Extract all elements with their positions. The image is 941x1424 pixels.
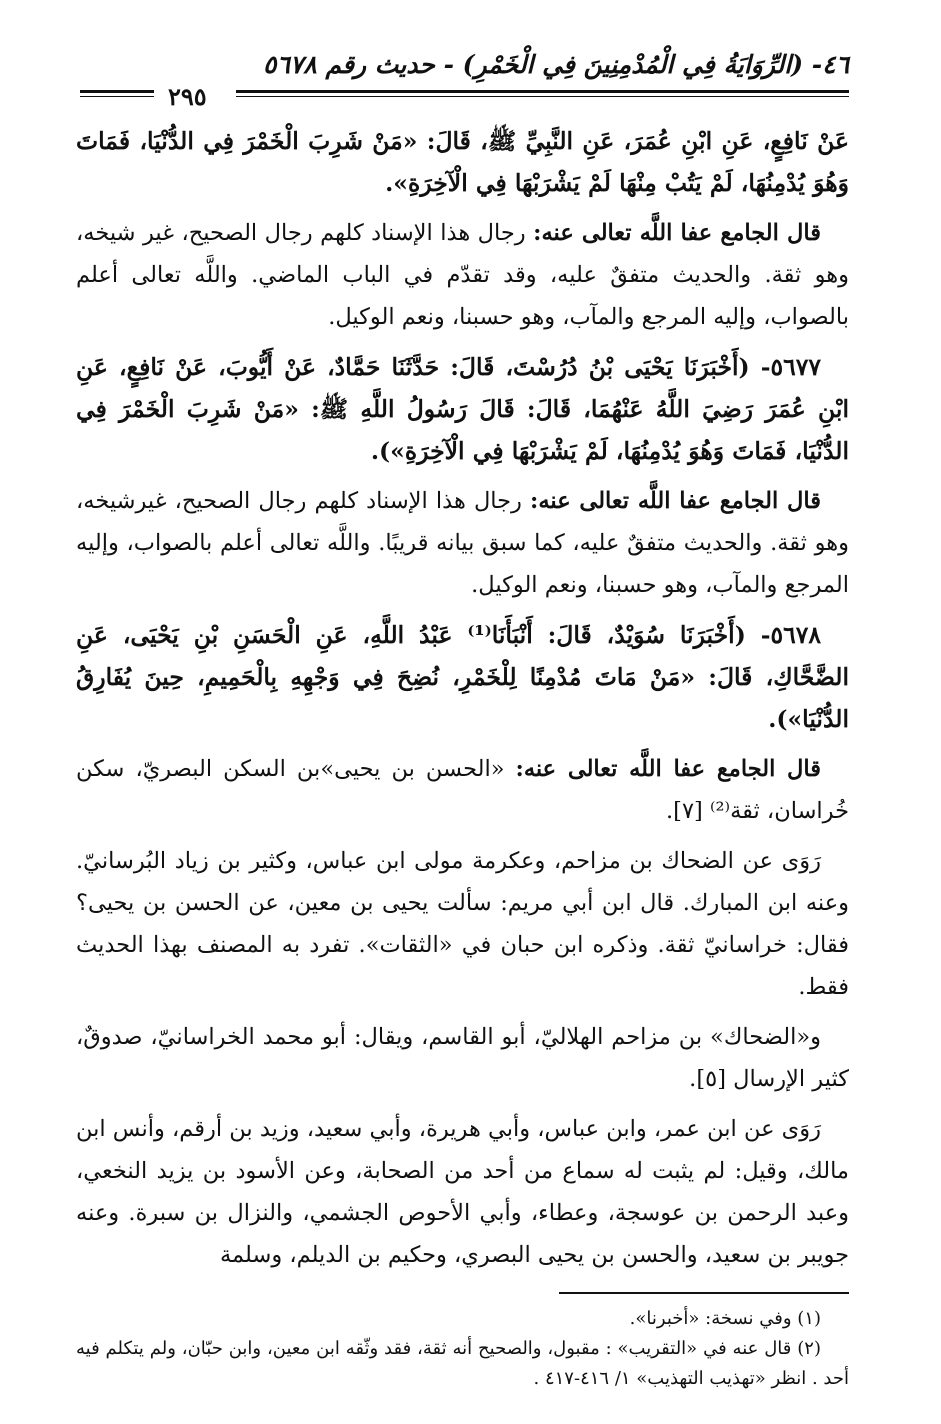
- page-number: ٢٩٥: [168, 82, 207, 111]
- compiler-label: قال الجامع عفا اللَّه تعالى عنه:: [515, 756, 822, 782]
- paragraph-hadith-continuation: عَنْ نَافِعٍ، عَنِ ابْنِ عُمَرَ، عَنِ النَّبِيِّ ﷺ، قَالَ: «مَنْ شَرِبَ الْخَمْرَ فِي الدُّنْيَا، فَمَاتَ وَهُوَ يُدْمِنُهَا، لَمْ يَتُبْ مِنْهَا لَمْ يَشْرَبْهَا فِي الْآخِرَةِ».: [76, 127, 849, 197]
- compiler-label: قال الجامع عفا اللَّه تعالى عنه:: [533, 220, 821, 246]
- paragraph-narrator-bio: و«الضحاك» بن مزاحم الهلاليّ، أبو القاسم، ويقال: أبو محمد الخراسانيّ، صدوقٌ، كثير الإرسال [٥].: [76, 1024, 849, 1092]
- hadith-5677: ٥٦٧٧- (أَخْبَرَنَا يَحْيَى بْنُ دُرُسْتَ، قَالَ: حَدَّثَنَا حَمَّادٌ، عَنْ أَيُّوبَ، عَنْ نَافِعٍ، عَنِ ابْنِ عُمَرَ رَضِيَ اللَّهُ عَنْهُمَا، قَالَ: قَالَ رَسُولُ اللَّهِ ﷺ: «مَنْ شَرِبَ الْخَمْرَ فِي الدُّنْيَا، فَمَاتَ وَهُوَ يُدْمِنُهَا، لَمْ يَشْرَبْهَا فِي الْآخِرَةِ»).: [76, 353, 849, 465]
- paragraph-narrator-bio: رَوَى عن ابن عمر، وابن عباس، وأبي هريرة، وأبي سعيد، وزيد بن أرقم، وأنس ابن مالك، وقيل: لم يثبت له سماع من أحد من الصحابة، وعن الأسود بن يزيد النخعي، وعبد الرحمن بن عوسجة، وعطاء، وأبي الأحوص الجشمي، والنزال بن سبرة. وعنه جويبر بن سعيد، والحسن بن يحيى البصري، وحكيم بن الديلم، وسلمة: [76, 1116, 849, 1268]
- hadith-5678: ٥٦٧٨- (أَخْبَرَنَا سُوَيْدٌ، قَالَ: أَنْبَأَنَا⁽¹⁾ عَبْدُ اللَّهِ، عَنِ الْحَسَنِ بْنِ يَحْيَى، عَنِ الضَّحَّاكِ، قَالَ: «مَنْ مَاتَ مُدْمِنًا لِلْخَمْرِ، نُضِحَ فِي وَجْهِهِ بِالْحَمِيمِ، حِينَ يُفَارِقُ الدُّنْيَا»).: [76, 621, 849, 733]
- paragraph-commentary: قال الجامع عفا اللَّه تعالى عنه: رجال هذا الإسناد كلهم رجال الصحيح، غير شيخه، وهو ثقة. والحديث متفقٌ عليه، وقد تقدّم في الباب الماضي. واللَّه تعالى أعلم بالصواب، وإليه المرجع والمآب، وهو حسبنا، ونعم الوكيل.: [76, 220, 849, 330]
- paragraph-commentary: قال الجامع عفا اللَّه تعالى عنه: «الحسن بن يحيى»بن السكن البصريّ، سكن خُراسان، ثقة⁽²⁾ [٧].: [76, 756, 849, 824]
- compiler-label: قال الجامع عفا اللَّه تعالى عنه:: [530, 488, 821, 514]
- hadith-number: ٥٦٧٧-: [760, 353, 821, 381]
- paragraph-commentary: قال الجامع عفا اللَّه تعالى عنه: رجال هذا الإسناد كلهم رجال الصحيح، غيرشيخه، وهو ثقة. والحديث متفقٌ عليه، كما سبق بيانه قريبًا. واللَّه تعالى أعلم بالصواب، وإليه المرجع والمآب، وهو حسبنا، ونعم الوكيل.: [76, 488, 849, 598]
- paragraph-narrator-bio: رَوَى عن الضحاك بن مزاحم، وعكرمة مولى ابن عباس، وكثير بن زياد البُرسانيّ. وعنه ابن المبارك. قال ابن أبي مريم: سألت يحيى بن معين، عن الحسن بن يحيى؟ فقال: خراسانيّ ثقة. وذكره ابن حبان في «الثقات». تفرد به المصنف بهذا الحديث فقط.: [76, 848, 849, 1000]
- footnote-separator: [559, 1292, 849, 1294]
- header-rule: [236, 90, 849, 97]
- footnotes: [76, 1304, 849, 1394]
- header-rule-short: [80, 90, 154, 97]
- page-header: [76, 48, 849, 111]
- running-title: ٤٦- (الرِّوَايَةُ فِي الْمُدْمِنِينَ فِي الْخَمْرِ) - حديث رقم ٥٦٧٨: [263, 50, 849, 79]
- book-page: [0, 48, 941, 1424]
- page-body: [76, 120, 849, 1394]
- footnote-1: (١) وفي نسخة: «أخبرنا».: [629, 1308, 821, 1329]
- footnote-2: (٢) قال عنه في «التقريب» : مقبول، والصحيح أنه ثقة، فقد وثّقه ابن معين، وابن حبّان، ولم يتكلم فيه أحد . انظر «تهذيب التهذيب» ١/ ٤١٦-٤١٧ .: [76, 1338, 849, 1389]
- hadith-number: ٥٦٧٨-: [760, 621, 821, 649]
